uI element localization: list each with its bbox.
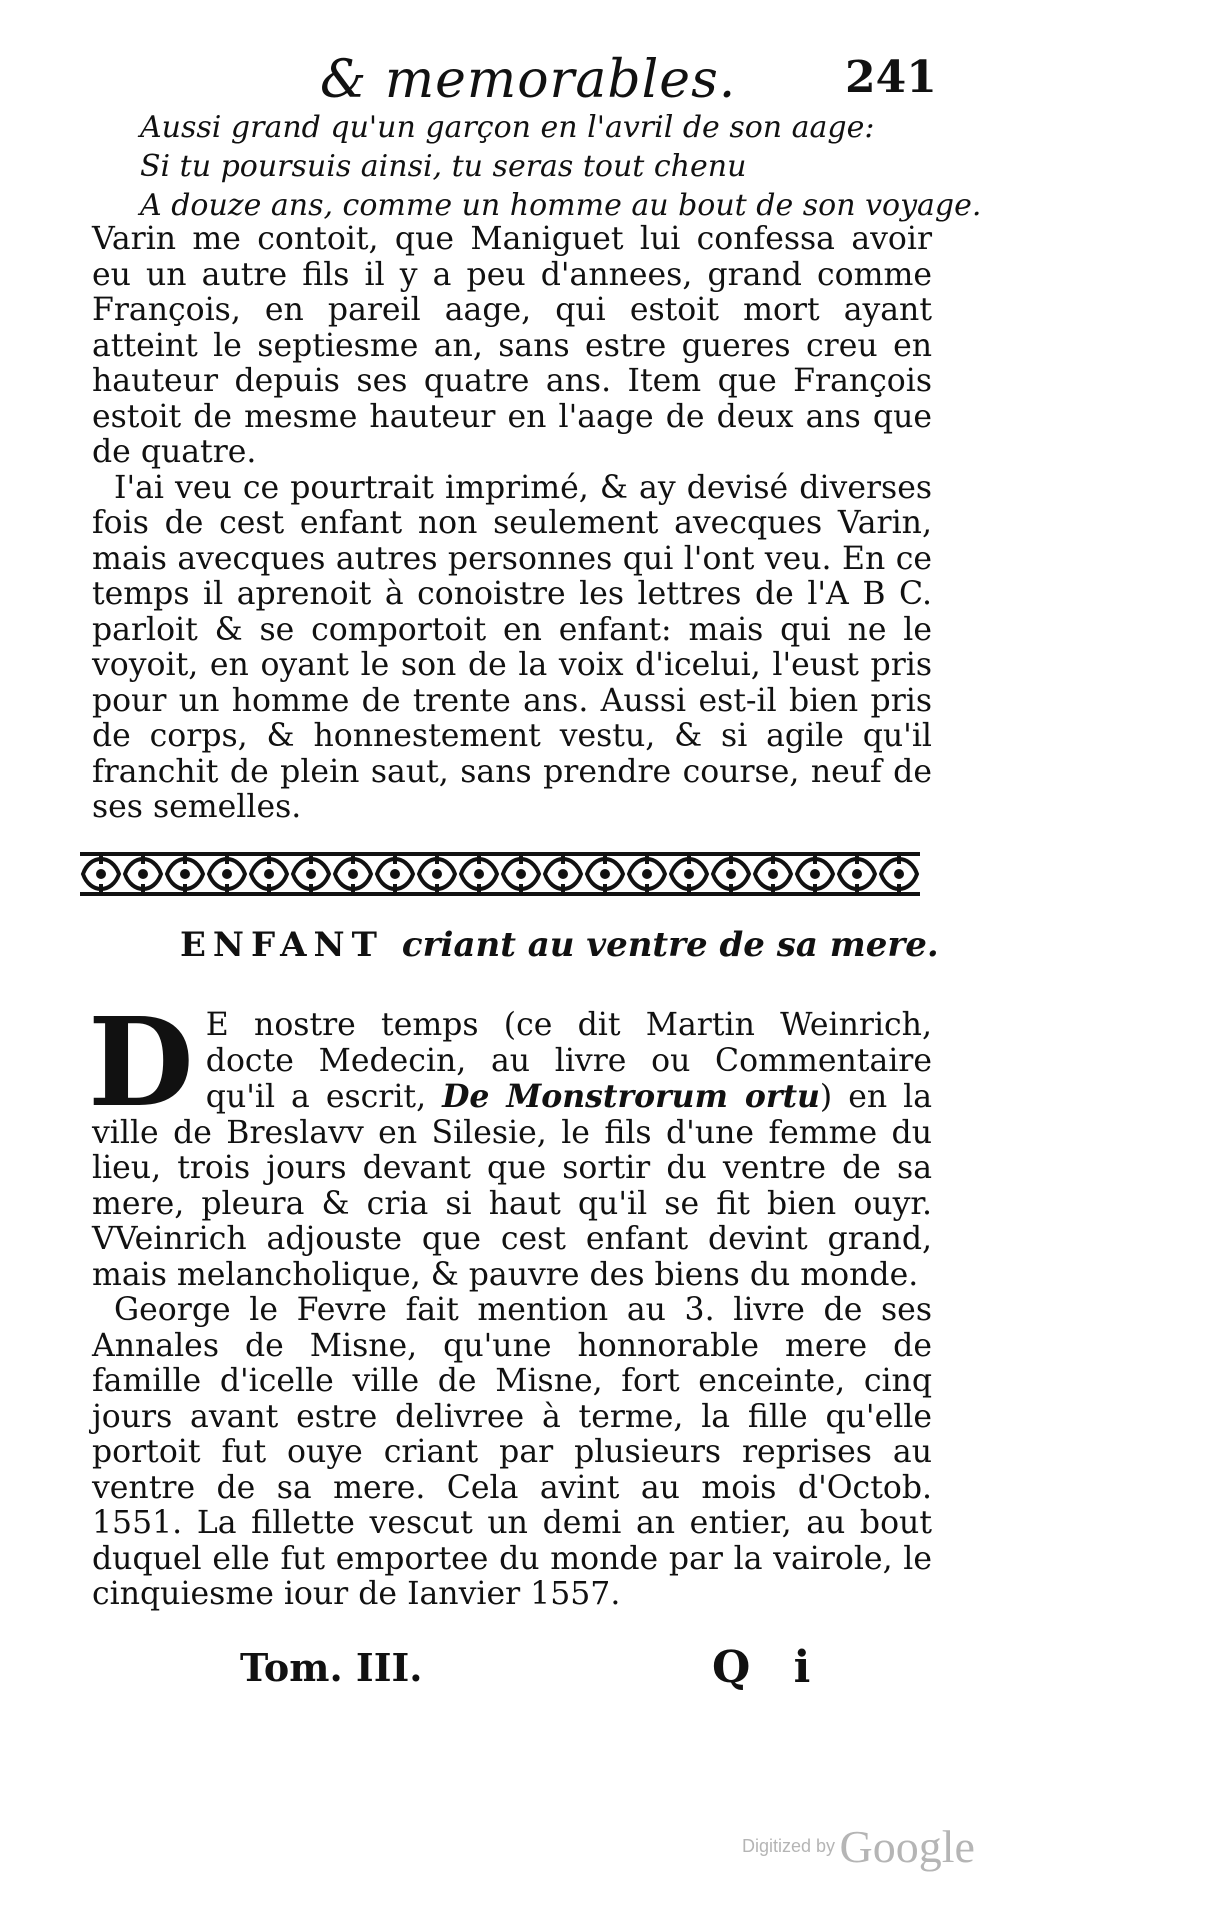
section-heading xyxy=(180,925,939,965)
paragraph: Varin me contoit, que Maniguet lui confessa avoir eu un autre fils il y a peu d'annees, grand comme François, en pareil aage, qui estoit mort ayant atteint le septiesme an, sans estre gueres creu en hauteur depuis ses quatre ans. Item que François estoit de mesme hauteur en l'aage de deux ans que de quatre. xyxy=(92,221,932,470)
verse-line: Aussi grand qu'un garçon en l'avril de son aage: xyxy=(140,110,875,145)
page-number: 241 xyxy=(845,52,937,103)
paragraph-text: ) en la ville de Breslavv en Silesie, le fils d'une femme du lieu, trois jours devant que sortir du ventre de sa mere, pleura & cria si haut qu'il se fit bien ouyr. VVeinrich adjouste que cest enfant devint grand, mais melancholique, & pauvre des biens du monde. xyxy=(92,1079,932,1293)
paragraph-text: E nostre temps (ce dit Martin Weinrich, docte Medecin, au livre ou Commentaire qu'il a escrit, xyxy=(205,1007,932,1115)
verse-block xyxy=(140,108,982,225)
ornamental-divider xyxy=(80,850,920,898)
digitized-watermark xyxy=(742,1820,975,1873)
watermark-brand: Google xyxy=(839,1821,975,1872)
verse-line: A douze ans, comme un homme au bout de son voyage. xyxy=(140,188,982,223)
verse-line: Si tu poursuis ainsi, tu seras tout chenu xyxy=(140,149,747,184)
text-block-upper xyxy=(92,222,932,826)
work-title: De Monstrorum ortu xyxy=(442,1078,820,1115)
watermark-prefix: Digitized by xyxy=(742,1836,836,1856)
volume-marker: Tom. III. xyxy=(240,1645,423,1690)
heading-italic: criant au ventre de sa mere. xyxy=(401,925,939,965)
drop-capital: D xyxy=(88,990,194,1134)
ornament-band-icon xyxy=(80,850,920,898)
paragraph: George le Fevre fait mention au 3. livre de ses Annales de Misne, qu'une honnorable mere de famille d'icelle ville de Misne, fort enceinte, cinq jours avant estre delivree à terme, la fille qu'elle portoit fut ouye criant par plusieurs reprises au ventre de sa mere. Cela avint au mois d'Octob. 1551. La fillette vescut un demi an entier, au bout duquel elle fut emportee du monde par la vairole, le cinquiesme iour de Ianvier 1557. xyxy=(92,1292,932,1612)
text-block-lower xyxy=(88,990,932,1613)
running-title: & memorables. xyxy=(320,50,737,110)
heading-caps: ENFANT xyxy=(180,925,384,965)
signature-mark: Q i xyxy=(712,1642,825,1693)
paragraph xyxy=(88,990,932,1293)
paragraph: I'ai veu ce pourtrait imprimé, & ay devisé diverses fois de cest enfant non seulement avecques Varin, mais avecques autres personnes qui l'ont veu. En ce temps il aprenoit à conoistre les lettres de l'A B C. parloit & se comportoit en enfant: mais qui ne le voyoit, en oyant le son de la voix d'icelui, l'eust pris pour un homme de trente ans. Aussi est-il bien pris de corps, & honnestement vestu, & si agile qu'il franchit de plein saut, sans prendre course, neuf de ses semelles. xyxy=(92,469,932,825)
